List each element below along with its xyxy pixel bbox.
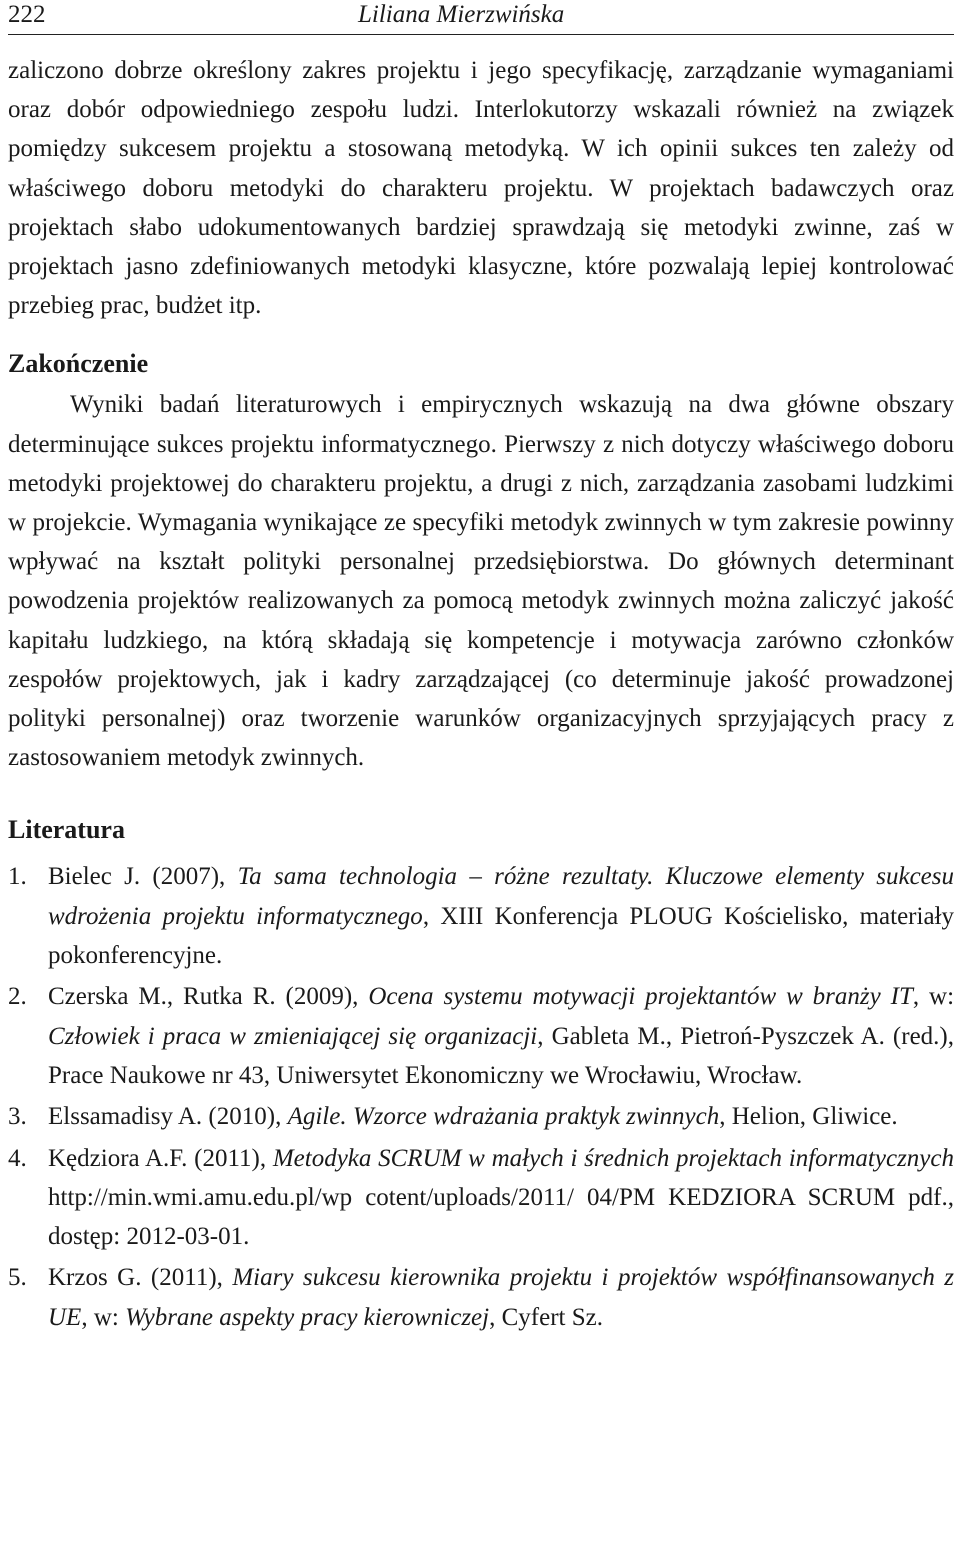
reference-title: Miary sukcesu kierownika projektu i projektów współfinansowanych z UE bbox=[48, 1264, 954, 1331]
running-head-author: Liliana Mierzwińska bbox=[358, 1, 565, 28]
reference-item bbox=[8, 977, 954, 1095]
reference-url: http://min.wmi.amu.edu.pl/wp cotent/uploads/2011/ 04/PM KEDZIORA SCRUM pdf., dostęp: 2012-03-01. bbox=[48, 1183, 954, 1251]
reference-details: , Helion, Gliwice. bbox=[719, 1103, 898, 1131]
reference-title: Ocena systemu motywacji projektantów w branży IT bbox=[368, 983, 913, 1011]
reference-details: , w: bbox=[912, 983, 955, 1011]
reference-list bbox=[8, 857, 954, 1337]
reference-title: Agile. Wzorce wdrażania praktyk zwinnych bbox=[287, 1103, 720, 1131]
reference-author: Kędziora A.F. (2011), bbox=[48, 1144, 273, 1172]
reference-item bbox=[8, 857, 954, 975]
reference-details: , XIII Konferencja PLOUG Kościelisko, materiały pokonferencyjne. bbox=[48, 902, 954, 970]
reference-item bbox=[8, 1139, 954, 1257]
reference-number: 3. bbox=[8, 1103, 27, 1131]
page-header bbox=[8, 0, 954, 35]
reference-number: 2. bbox=[8, 983, 27, 1011]
reference-editor: , Cyfert Sz. bbox=[489, 1303, 603, 1331]
reference-author: Czerska M., Rutka R. (2009), bbox=[48, 983, 369, 1011]
reference-item bbox=[8, 1097, 954, 1136]
document-page bbox=[8, 0, 954, 1339]
reference-number: 5. bbox=[8, 1264, 27, 1292]
page-number: 222 bbox=[8, 1, 46, 28]
body-paragraph-1: zaliczono dobrze określony zakres projektu i jego specyfikację, zarządzanie wymaganiami oraz dobór odpowiedniego zespołu ludzi. Interlokutorzy wskazali również na związek pomiędzy sukcesem projektu a stosowaną metodyką. W ich opinii sukces ten zależy od właściwego doboru metodyki do charakteru projektu. W projektach badawczych oraz projektach słabo udokumentowanych bardziej sprawdzają się metodyki zwinne, zaś w projektach jasno zdefiniowanych metodyki klasyczne, które pozwalają lepiej kontrolować przebieg prac, budżet itp. bbox=[8, 57, 954, 320]
reference-book-title: Wybrane aspekty pracy kierowniczej bbox=[125, 1303, 490, 1331]
body-paragraph-conclusion: Wyniki badań literaturowych i empirycznych wskazują na dwa główne obszary determinujące sukces projektu informatycznego. Pierwszy z nich dotyczy właściwego doboru metodyki projektowej do charakteru projektu, a drugi z nich, zarządzania zasobami ludzkimi w projekcie. Wymagania wynikające ze specyfiki metodyk zwinnych w tym zakresie powinny wpływać na kształt polityki personalnej przedsiębiorstwa. Do głównych determinant powodzenia projektów realizowanych za pomocą metodyk zwinnych można zaliczyć jakość kapitału ludzkiego, na którą składają się kompetencje i motywacja zarówno członków zespołów projektowych, jak i kadry zarządzającej (co determinuje jakość prowadzonej polityki personalnej) oraz tworzenie warunków organizacyjnych sprzyjających pracy z zastosowaniem metodyk zwinnych. bbox=[8, 391, 954, 772]
reference-title: Metodyka SCRUM w małych i średnich projektach informatycznych bbox=[272, 1144, 954, 1172]
reference-number: 1. bbox=[8, 863, 27, 891]
reference-book-title: Człowiek i praca w zmieniającej się organizacji bbox=[48, 1022, 538, 1050]
reference-publisher: , Gableta M., Pietroń-Pyszczek A. (red.), Prace Naukowe nr 43, Uniwersytet Ekonomiczny we Wrocławiu, Wrocław. bbox=[48, 1022, 954, 1089]
reference-title: Ta sama technologia – różne rezultaty. Kluczowe elementy sukcesu wdrożenia projektu informatycznego bbox=[48, 863, 955, 930]
reference-author: Krzos G. (2011), bbox=[48, 1264, 233, 1292]
section-heading-conclusion: Zakończenie bbox=[8, 349, 149, 379]
reference-author: Bielec J. (2007), bbox=[48, 863, 238, 891]
reference-item bbox=[8, 1258, 954, 1337]
reference-details: , w: bbox=[81, 1303, 126, 1331]
section-heading-literature: Literatura bbox=[8, 815, 125, 845]
reference-author: Elssamadisy A. (2010), bbox=[48, 1103, 288, 1131]
reference-number: 4. bbox=[8, 1144, 27, 1172]
